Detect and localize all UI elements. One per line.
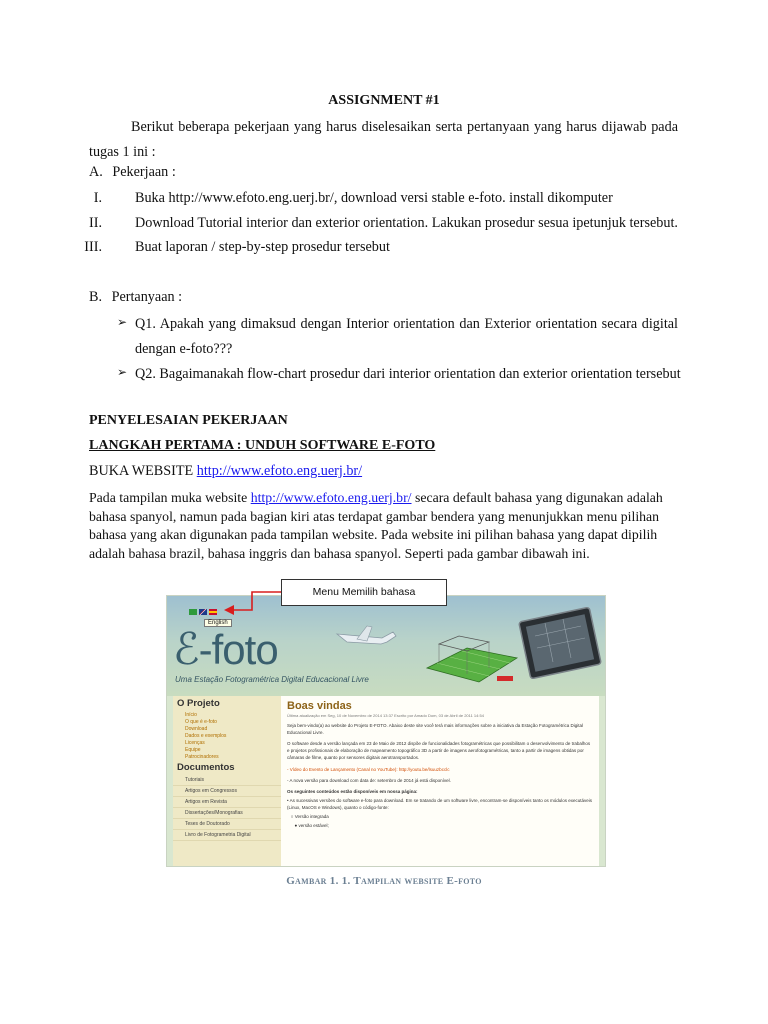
para-before: Pada tampilan muka website: [89, 490, 251, 505]
task-number: II.: [89, 215, 102, 231]
section-a-heading: [89, 164, 176, 181]
efoto-logo: ℰ-foto: [173, 625, 278, 674]
content-line: - Vídeo do Evento de Lançamento (Canal no YouTube): http://youtu.be/lsuuzbcclc: [287, 767, 450, 772]
nav-item: Equipe: [185, 746, 201, 753]
content-line: ● versão estável;: [287, 823, 329, 828]
content-line: ○ Versão integrada: [287, 814, 329, 819]
task-item-1: [78, 190, 688, 208]
nav-doc-item: Artigos em Revista: [173, 797, 281, 808]
nav-doc-item: Dissertações/Monografias: [173, 808, 281, 819]
para-after: secara default bahasa yang digunakan adalah bahasa spanyol, namun pada bagian kiri atas terdapat gambar bendera yang menunjukkan menu pilihan bahasa yang akan digunakan pada tampilan website. Pada website ini pilihan bahasa yang dapat dipilih adalah bahasa brazil, bahasa inggris dan bahasa spanyol. Seperti pada gambar dibawah ini.: [89, 490, 663, 561]
question-text: Q1. Apakah yang dimaksud dengan Interior orientation dan Exterior orientation secara digital dengan e-foto???: [135, 316, 678, 357]
website-link[interactable]: http://www.efoto.eng.uerj.br/: [196, 463, 363, 479]
section-b-label: B.: [89, 289, 103, 305]
nav-heading-documentos: Documentos: [177, 762, 235, 773]
nav-doc-item: Livro de Fotogrametria Digital: [173, 830, 281, 841]
section-a-label: A.: [89, 164, 103, 180]
buka-label: BUKA WEBSITE: [89, 463, 197, 479]
language-tooltip: English: [204, 619, 232, 627]
task-item-3: [78, 239, 688, 257]
task-text: Download Tutorial interior dan exterior orientation. Lakukan prosedur sesua ipetunjuk tersebut.: [135, 215, 678, 231]
site-left-nav: [173, 696, 281, 866]
site-content: [281, 696, 599, 866]
content-line: • As sucessivas versões do software e-foto para download. Em se tratando de um software livre, encontram-se disponíveis tanto os módulos executáveis (Linux, MacOS e Windows), quanto o código-fonte:: [287, 798, 592, 810]
content-line: Seja bem-vindo(a) ao website do Projeto E-FOTO. Abaixo deste site você terá mais informações sobre a iniciativa da Estação Fotogramétrica Digital Educacional Livre.: [287, 723, 584, 735]
nav-doc-item: Teses de Doutorado: [173, 819, 281, 830]
content-meta: Última atualização em Seg, 10 de Novembro de 2014 13:37 Escrito por Amado Dom, 03 de Abril de 2011 14:54: [287, 713, 484, 718]
content-title: Boas vindas: [287, 700, 352, 712]
intro-paragraph: Berikut beberapa pekerjaan yang harus diselesaikan serta pertanyaan yang harus dijawab pada tugas 1 ini :: [89, 119, 678, 160]
nav-item: O que é e-foto: [185, 718, 217, 725]
content-line: - A nova versão para download com data de: setembro de 2014 já está disponível.: [287, 778, 451, 783]
section-a-title: Pekerjaan :: [112, 164, 176, 180]
task-text: Buat laporan / step-by-step prosedur tersebut: [135, 239, 390, 255]
terrain-grid-icon: [427, 636, 517, 682]
task-text: Buka http://www.efoto.eng.uerj.br/, download versi stable e-foto. install dikomputer: [135, 190, 613, 206]
glasses-icon: [497, 676, 513, 681]
section-b-title: Pertanyaan :: [111, 289, 183, 305]
document-title: ASSIGNMENT #1: [328, 93, 440, 108]
callout-label: Menu Memilih bahasa: [281, 579, 447, 606]
task-number: III.: [84, 239, 102, 255]
nav-doc-item: Artigos em Congressos: [173, 786, 281, 797]
question-item-2: [89, 362, 679, 387]
airplane-icon: [337, 626, 396, 644]
nav-item: Download: [185, 725, 208, 732]
description-paragraph: [89, 489, 679, 563]
arrow-bullet-icon: ➢: [117, 365, 128, 379]
nav-item: Licenças: [185, 739, 205, 746]
section-b-heading: [89, 289, 182, 306]
site-tagline: Uma Estação Fotogramétrica Digital Educacional Livre: [175, 675, 369, 684]
arrow-bullet-icon: ➢: [117, 315, 128, 329]
nav-doc-item: Tutoriais: [173, 775, 281, 786]
heading-penyelesaian: PENYELESAIAN PEKERJAAN: [89, 413, 288, 428]
content-line: O software desde a versão lançada em 23 de Maio de 2012 dispõe de funcionalidades fotogramétricas que possibilitam o desenvolvimento de trabalhos e projetos profissionais de elaboração de mapeamento topográfico 3D a partir de imagens aerofotogramétricas, tanto a partir de imagens obtidas por câmaras de filme, quanto por sensores digitais aerotransportados.: [287, 741, 591, 760]
task-number: I.: [93, 190, 102, 206]
nav-heading-projeto: O Projeto: [177, 698, 220, 709]
website-link-inline[interactable]: http://www.efoto.eng.uerj.br/: [250, 490, 412, 505]
heading-langkah-pertama: LANGKAH PERTAMA : UNDUH SOFTWARE E-FOTO: [89, 438, 436, 453]
website-screenshot: [166, 595, 606, 867]
figure-caption: Gambar 1. 1. Tampilan website E-foto: [286, 875, 482, 887]
content-line: Os seguintes conteúdos estão disponíveis em nossa página:: [287, 789, 418, 794]
nav-item: Início: [185, 711, 197, 718]
monitor-icon: [519, 607, 601, 679]
nav-item: Patrocinadores: [185, 753, 219, 760]
question-text: Q2. Bagaimanakah flow-chart prosedur dari interior orientation dan exterior orientation tersebut: [135, 366, 681, 382]
nav-item: Dados e exemplos: [185, 732, 227, 739]
task-item-2: [78, 215, 688, 233]
callout-arrow: [200, 588, 290, 618]
buka-website-line: [89, 463, 362, 480]
question-item-1: [89, 312, 679, 362]
